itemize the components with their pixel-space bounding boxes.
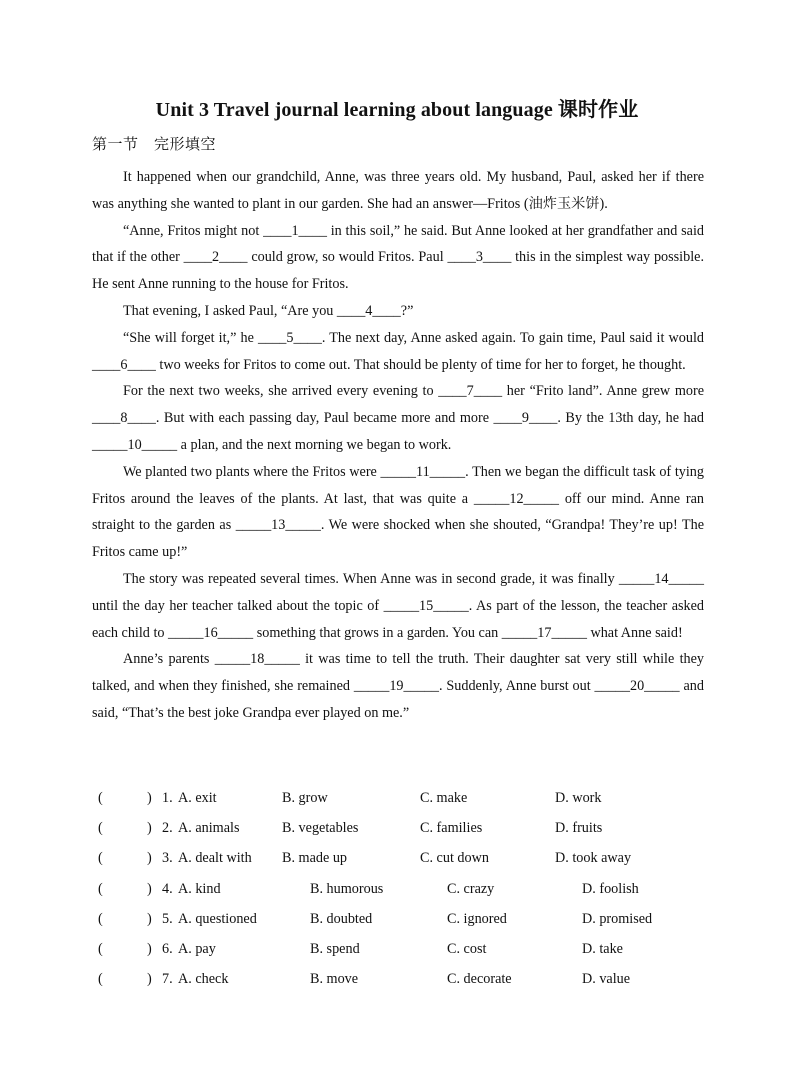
option-d: D. value: [582, 971, 631, 988]
question-number: 2.: [162, 820, 173, 837]
option-d: D. fruits: [555, 820, 603, 837]
option-a: A. animals: [178, 820, 240, 837]
answer-paren-close: ): [147, 850, 152, 867]
option-c: C. cut down: [420, 850, 489, 867]
answer-paren-close: ): [147, 790, 152, 806]
question-number: 4.: [162, 880, 173, 897]
option-b: B. move: [310, 971, 359, 988]
passage-paragraph: “Anne, Fritos might not ____1____ in this soil,” he said. But Anne looked at her grandfather and said that if the other ____2____ could grow, so would Fritos. Paul ____3____ this in the simplest way possible. He sent Anne running to the house for Fritos.: [92, 222, 704, 293]
answer-paren-open: (: [98, 940, 103, 957]
option-d: D. promised: [582, 910, 653, 927]
choice-row: [92, 815, 732, 845]
section-heading: 第一节 完形填空: [92, 135, 217, 153]
answer-paren-close: ): [147, 910, 152, 927]
answer-paren-close: ): [147, 820, 152, 837]
page-title: Unit 3 Travel journal learning about language 课时作业: [155, 99, 639, 121]
answer-paren-open: (: [98, 850, 103, 867]
option-a: A. check: [178, 971, 229, 988]
option-c: C. crazy: [447, 880, 495, 897]
answer-paren-close: ): [147, 971, 152, 988]
option-b: B. doubted: [310, 910, 373, 927]
question-number: 6.: [162, 940, 173, 957]
question-number: 5.: [162, 910, 173, 927]
option-c: C. families: [420, 820, 483, 837]
answer-paren-close: ): [147, 880, 152, 897]
option-a: A. pay: [178, 940, 216, 957]
option-b: B. made up: [282, 850, 348, 867]
choice-row: [92, 906, 732, 936]
answer-paren-open: (: [98, 790, 103, 806]
option-c: C. make: [420, 790, 468, 806]
option-c: C. cost: [447, 940, 487, 957]
answer-paren-open: (: [98, 820, 103, 837]
passage-paragraph: Anne’s parents _____18_____ it was time to tell the truth. Their daughter sat very still while they talked, and when they finished, she remained _____19_____. Suddenly, Anne burst out _____20_____ and said, “That’s the best joke Grandpa ever played on me.”: [92, 651, 704, 721]
answer-paren-open: (: [98, 971, 103, 988]
option-a: A. kind: [178, 880, 221, 897]
cloze-passage: [92, 164, 704, 727]
choice-row: [92, 936, 732, 966]
choice-row: [92, 966, 732, 996]
passage-paragraph: The story was repeated several times. When Anne was in second grade, it was finally _____14_____ until the day her teacher talked about the topic of _____15_____. As part of the lesson, the teacher asked each child to _____16_____ something that grows in a garden. You can _____17_____ what Anne said!: [92, 570, 704, 641]
question-number: 1.: [162, 790, 173, 806]
answer-paren-open: (: [98, 880, 103, 897]
option-b: B. vegetables: [282, 820, 359, 837]
answer-paren-close: ): [147, 940, 152, 957]
question-number: 3.: [162, 850, 173, 867]
passage-paragraph: We planted two plants where the Fritos were _____11_____. Then we began the difficult task of tying Fritos around the leaves of the plants. At last, that was quite a _____12_____ off our mind. Anne ran straight to the garden as _____13_____. We were shocked when she shouted, “Grandpa! They’re up! The Fritos came up!”: [92, 463, 704, 561]
option-a: A. questioned: [178, 910, 257, 927]
option-b: B. humorous: [310, 880, 384, 897]
passage-paragraph: “She will forget it,” he ____5____. The next day, Anne asked again. To gain time, Paul said it would ____6____ two weeks for Fritos to come out. That should be plenty of time for her to forget, he thought.: [92, 329, 704, 373]
option-d: D. work: [555, 790, 602, 806]
option-a: A. exit: [178, 790, 217, 806]
choice-list: [92, 785, 732, 996]
option-d: D. took away: [555, 850, 632, 867]
passage-paragraph: That evening, I asked Paul, “Are you ____4____?”: [123, 302, 414, 319]
choice-row: [92, 785, 732, 815]
option-c: C. decorate: [447, 971, 512, 988]
option-b: B. spend: [310, 940, 360, 957]
option-d: D. take: [582, 940, 623, 957]
choice-row: [92, 845, 732, 875]
choice-row: [92, 876, 732, 906]
question-number: 7.: [162, 971, 173, 988]
option-a: A. dealt with: [178, 850, 252, 867]
option-c: C. ignored: [447, 910, 507, 927]
option-b: B. grow: [282, 790, 328, 806]
passage-paragraph: It happened when our grandchild, Anne, was three years old. My husband, Paul, asked her if there was anything she wanted to plant in our garden. She had an answer—Fritos (油炸玉米饼).: [92, 169, 704, 212]
passage-paragraph: For the next two weeks, she arrived every evening to ____7____ her “Frito land”. Anne grew more ____8____. But with each passing day, Paul became more and more ____9____. By the 13th day, he had _____10_____ a plan, and the next morning we began to work.: [92, 383, 704, 453]
answer-paren-open: (: [98, 910, 103, 927]
option-d: D. foolish: [582, 880, 639, 897]
